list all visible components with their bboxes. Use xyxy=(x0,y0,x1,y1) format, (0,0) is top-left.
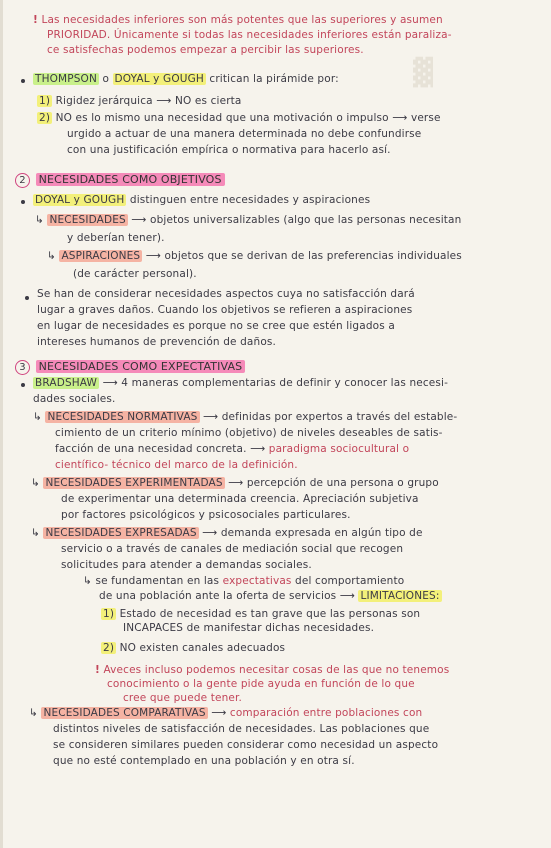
conjunction: o xyxy=(102,73,110,85)
necesidades-text-2: y deberían tener). xyxy=(67,232,165,244)
number-badge: 2) xyxy=(39,112,51,124)
show-through-marks: ▓ xyxy=(413,58,433,88)
bullet xyxy=(21,200,25,204)
experimentadas-def xyxy=(31,477,439,490)
warning-text-3: cree que puede tener. xyxy=(123,692,243,704)
note-line-3: ce satisfechas podemos empezar a percibir las superiores. xyxy=(47,44,364,56)
comparativas-text-4: que no esté contemplado en una población y en otra sí. xyxy=(53,755,355,767)
s2-authors-text: distinguen entre necesidades y aspiraciones xyxy=(129,194,371,206)
section-3-heading xyxy=(15,360,245,375)
right-arrow-icon: ⟶ xyxy=(203,411,219,423)
limitation-1 xyxy=(101,608,420,621)
number-badge: 2) xyxy=(103,642,115,654)
critique-1 xyxy=(37,95,242,108)
s2-para-line-4: intereses humanos de prevención de daños. xyxy=(37,336,277,348)
s2-para-line-3: en lugar de necesidades es porque no se cree que estén ligados a xyxy=(37,320,395,332)
right-arrow-icon: ⟶ xyxy=(102,377,118,389)
label-comparativas: NECESIDADES COMPARATIVAS xyxy=(43,707,206,719)
note-text-1: Las necesidades inferiores son más potentes que las superiores y asumen xyxy=(41,14,443,26)
number-badge: 1) xyxy=(39,95,51,107)
note-line-1 xyxy=(33,14,443,27)
bullet xyxy=(21,79,25,83)
hook-arrow-icon: ↳ xyxy=(35,214,44,226)
critique-2-line-3: con una justificación empírica o normativa para hacerlo así. xyxy=(67,144,391,156)
label-limitaciones: LIMITACIONES: xyxy=(360,590,440,602)
author-bradshaw: BRADSHAW xyxy=(35,377,98,389)
critique-2-text-a: NO es lo mismo una necesidad que una motivación o impulso xyxy=(55,112,389,124)
s2-para-line-1: Se han de considerar necesidades aspectos cuya no satisfacción dará xyxy=(37,288,415,300)
normativas-paradigm: paradigma sociocultural o xyxy=(268,443,410,455)
critique-2-line-2: urgido a actuar de una manera determinada no debe confundirse xyxy=(67,128,422,140)
right-arrow-icon: ⟶ xyxy=(211,707,227,719)
right-arrow-icon: ⟶ xyxy=(156,95,172,107)
normativas-text-2: cimiento de un criterio mínimo (objetivo) de niveles deseables de satis- xyxy=(55,427,443,439)
aspiraciones-def xyxy=(47,250,462,263)
comparativas-text-3: se consideren similares pueden considerar como necesidad un aspecto xyxy=(53,739,439,751)
hook-arrow-icon: ↳ xyxy=(31,527,40,539)
section-2-title: NECESIDADES COMO OBJETIVOS xyxy=(36,173,225,186)
section-3-title: NECESIDADES COMO EXPECTATIVAS xyxy=(36,360,246,373)
bullet xyxy=(25,296,29,300)
hook-arrow-icon: ↳ xyxy=(31,477,40,489)
hook-arrow-icon: ↳ xyxy=(29,707,38,719)
label-aspiraciones: ASPIRACIONES xyxy=(61,250,141,262)
s3-author-line xyxy=(33,377,448,390)
right-arrow-icon: ⟶ xyxy=(145,250,161,262)
label-normativas: NECESIDADES NORMATIVAS xyxy=(47,411,198,423)
number-badge: 1) xyxy=(103,608,115,620)
hook-arrow-icon: ↳ xyxy=(33,411,42,423)
warning-text-2: conocimiento o la gente pide ayuda en función de lo que xyxy=(107,678,415,690)
warning-line-1 xyxy=(95,664,449,677)
right-arrow-icon: ⟶ xyxy=(339,590,355,602)
aspiraciones-text: objetos que se derivan de las preferencias individuales xyxy=(164,250,462,262)
warning-text-1: Aveces incluso podemos necesitar cosas de las que no tenemos xyxy=(103,664,450,676)
critique-2-text-b: verse xyxy=(410,112,441,124)
bullet xyxy=(21,383,25,387)
experimentadas-text-2: de experimentar una determinada creencia. Apreciación subjetiva xyxy=(61,493,419,505)
label-necesidades: NECESIDADES xyxy=(49,214,126,226)
exclamation-icon: ! xyxy=(33,14,38,26)
comparativas-def xyxy=(29,707,422,720)
note-line-2: PRIORIDAD. Únicamente si todas las necesidades inferiores están paraliza- xyxy=(47,29,452,41)
limitation-1-text: Estado de necesidad es tan grave que las personas son xyxy=(119,608,421,620)
comparativas-text-2: distintos niveles de satisfacción de necesidades. Las poblaciones que xyxy=(53,723,430,735)
right-arrow-icon: ⟶ xyxy=(392,112,408,124)
experimentadas-text-3: por factores psicológicos y psicosociales particulares. xyxy=(61,509,351,521)
hook-arrow-icon: ↳ xyxy=(47,250,56,262)
expresadas-text-1: demanda expresada en algún tipo de xyxy=(220,527,423,539)
s2-authors-line xyxy=(33,194,370,207)
critique-2 xyxy=(37,112,441,125)
author-doyal-gough: DOYAL y GOUGH xyxy=(114,73,204,85)
label-expresadas: NECESIDADES EXPRESADAS xyxy=(45,527,197,539)
comparativas-text-1: comparación entre poblaciones con xyxy=(229,707,423,719)
normativas-text-3: facción de una necesidad concreta. xyxy=(55,443,247,455)
right-arrow-icon: ⟶ xyxy=(250,443,266,455)
necesidades-text: objetos universalizables (algo que las personas necesitan xyxy=(150,214,462,226)
critics-line xyxy=(33,73,339,86)
expectativas-line-2 xyxy=(99,590,442,603)
limitation-2-text: NO existen canales adecuados xyxy=(119,642,286,654)
critique-1-tail: NO es cierta xyxy=(174,95,242,107)
right-arrow-icon: ⟶ xyxy=(228,477,244,489)
exclamation-icon: ! xyxy=(95,664,100,676)
limitation-2 xyxy=(101,642,285,655)
s2-para-line-2: lugar a graves daños. Cuando los objetivos se refieren a aspiraciones xyxy=(37,304,413,316)
section-number: 2 xyxy=(15,173,30,188)
fund-text-c: del comportamiento xyxy=(295,575,405,587)
hook-arrow-icon: ↳ xyxy=(83,575,92,587)
critics-text: critican la pirámide por: xyxy=(209,73,339,85)
fund-expectativas: expectativas xyxy=(222,575,292,587)
expresadas-def xyxy=(31,527,423,540)
section-number: 3 xyxy=(15,360,30,375)
label-experimentadas: NECESIDADES EXPERIMENTADAS xyxy=(45,477,223,489)
fund-text-2: de una población ante la oferta de servicios xyxy=(99,590,337,602)
s3-author-text-2: dades sociales. xyxy=(33,393,116,405)
experimentadas-text-1: percepción de una persona o grupo xyxy=(246,477,439,489)
expresadas-text-2: servicio o a través de canales de mediación social que recogen xyxy=(61,543,404,555)
expresadas-text-3: solicitudes para atender a demandas sociales. xyxy=(61,559,312,571)
normativas-line-3 xyxy=(55,443,409,456)
fund-text-a: se fundamentan en las xyxy=(95,575,220,587)
necesidades-def xyxy=(35,214,461,227)
expectativas-line-1 xyxy=(83,575,404,588)
normativas-def xyxy=(33,411,457,424)
critique-1-text: Rigidez jerárquica xyxy=(55,95,153,107)
limitation-1-text-2: INCAPACES de manifestar dichas necesidades. xyxy=(123,622,375,634)
normativas-text-4: científico- técnico del marco de la definición. xyxy=(55,459,298,471)
section-2-heading xyxy=(15,173,225,188)
right-arrow-icon: ⟶ xyxy=(202,527,218,539)
author-doyal-gough: DOYAL y GOUGH xyxy=(35,194,125,206)
aspiraciones-text-2: (de carácter personal). xyxy=(73,268,197,280)
s3-author-text: 4 maneras complementarias de definir y conocer las necesi- xyxy=(121,377,449,389)
right-arrow-icon: ⟶ xyxy=(131,214,147,226)
normativas-text-1: definidas por expertos a través del estable- xyxy=(221,411,458,423)
author-thompson: THOMPSON xyxy=(35,73,97,85)
